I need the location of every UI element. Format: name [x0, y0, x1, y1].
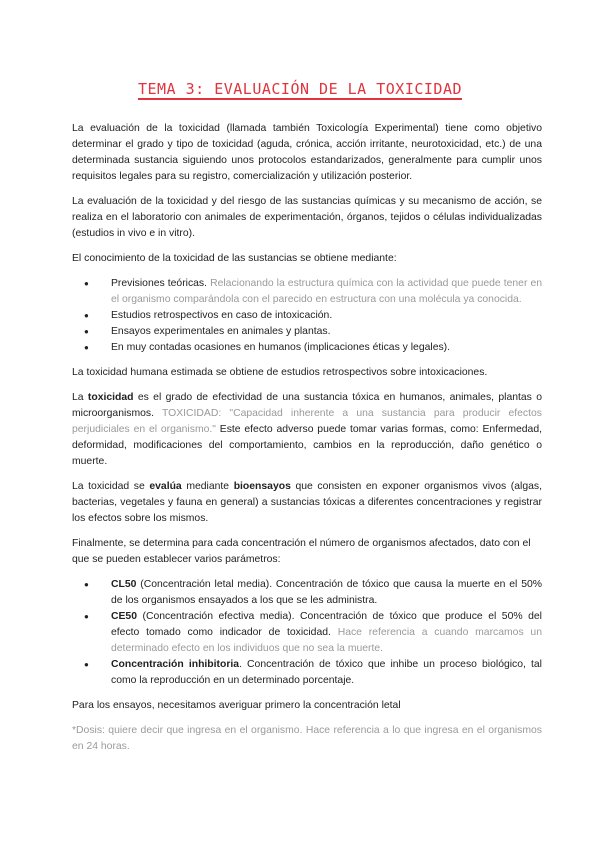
- bold-term: toxicidad: [87, 392, 134, 403]
- list-item: [111, 276, 542, 308]
- bold-term: CL50: [111, 579, 137, 590]
- text-run: Este efecto adverso puede tomar varias formas, como: Enfermedad, deformidad, modificaciones del comportamiento, cambios en la reproducción, daño genético o muerte.: [72, 424, 542, 467]
- page-title: TEMA 3: EVALUACIÓN DE LA TOXICIDAD: [137, 80, 463, 98]
- list-item-note: Hace referencia a cuando marcamos un determinado efecto en los individuos que no sea la muerte.: [111, 627, 542, 654]
- bold-term: evalúa: [149, 481, 182, 492]
- list-item-text: En muy contadas ocasiones en humanos (implicaciones éticas y legales).: [111, 342, 451, 353]
- text-run: La toxicidad se: [72, 481, 150, 492]
- list-item-text: Ensayos experimentales en animales y plantas.: [111, 326, 331, 337]
- knowledge-sources-list: [72, 276, 542, 356]
- list-item: [111, 577, 542, 609]
- bold-term: Concentración inhibitoria: [111, 659, 240, 670]
- list-item-text: Previsiones teóricas.: [111, 278, 208, 289]
- list-item-text: Estudios retrospectivos en caso de intoxicación.: [111, 310, 333, 321]
- list-item-text: (Concentración letal media). Concentración de tóxico que causa la muerte en el 50% de los organismos ensayados a los que se les administra.: [111, 579, 542, 606]
- paragraph-assays: Para los ensayos, necesitamos averiguar primero la concentración letal: [72, 700, 401, 711]
- parameters-list: [72, 577, 542, 689]
- text-run: La: [72, 392, 88, 403]
- text-run: mediante: [181, 481, 234, 492]
- list-item-text: (Concentración efectiva media). Concentración de tóxico que produce el 50% del efecto tomado como indicador de toxicidad.: [111, 611, 542, 638]
- list-item: [111, 324, 542, 340]
- bold-term: bioensayos: [233, 481, 291, 492]
- paragraph-knowledge: El conocimiento de la toxicidad de las sustancias se obtiene mediante:: [72, 253, 397, 264]
- text-run: que consisten en exponer organismos vivos (algas, bacterias, vegetales y fauna en general) a sustancias tóxicas a diferentes concentraciones y registrar los efectos sobre los mismos.: [72, 481, 542, 524]
- bold-term: CE50: [111, 611, 137, 622]
- footnote: *Dosis: quiere decir que ingresa en el organismo. Hace referencia a lo que ingresa en el organismos en 24 horas.: [72, 725, 542, 752]
- definition-note: TOXICIDAD: "Capacidad inherente a una sustancia para producir efectos perjudiciales en el organismo.": [72, 408, 542, 435]
- list-item: [111, 308, 542, 324]
- paragraph-evaluation: La evaluación de la toxicidad y del riesgo de las sustancias químicas y su mecanismo de acción, se realiza en el laboratorio con animales de experimentación, órganos, tejidos o células individualizadas (estudios in vivo e in vitro).: [72, 196, 542, 239]
- paragraph-intro: La evaluación de la toxicidad (llamada también Toxicología Experimental) tiene como objetivo determinar el grado y tipo de toxicidad (aguda, crónica, acción irritante, neurotoxicidad, etc.) de una determinada sustancia siguiendo unos protocolos estandarizados, generalmente para cumplir unos requisitos legales para su registro, comercialización y utilización posterior.: [72, 123, 542, 182]
- paragraph-toxicity-definition: [72, 390, 542, 470]
- paragraph-human-toxicity: La toxicidad humana estimada se obtiene de estudios retrospectivos sobre intoxicaciones.: [72, 367, 488, 378]
- document-body: [72, 121, 542, 764]
- list-item: [111, 340, 542, 356]
- list-item-note: Relacionando la estructura química con la actividad que puede tener en el organismo comparándola con el parecido en estructura con una molécula ya conocida.: [111, 278, 543, 305]
- text-run: es el grado de efectividad de una sustancia tóxica en humanos, animales, plantas o microorganismos.: [72, 392, 542, 419]
- list-item: [111, 609, 542, 657]
- paragraph-parameters: Finalmente, se determina para cada concentración el número de organismos afectados, dato con el que se pueden establecer varios parámetros:: [72, 538, 531, 565]
- list-item: [111, 657, 542, 689]
- list-item-text: . Concentración de tóxico que inhibe un proceso biológico, tal como la reproducción en un determinado porcentaje.: [111, 659, 542, 686]
- paragraph-bioassays: [72, 479, 542, 527]
